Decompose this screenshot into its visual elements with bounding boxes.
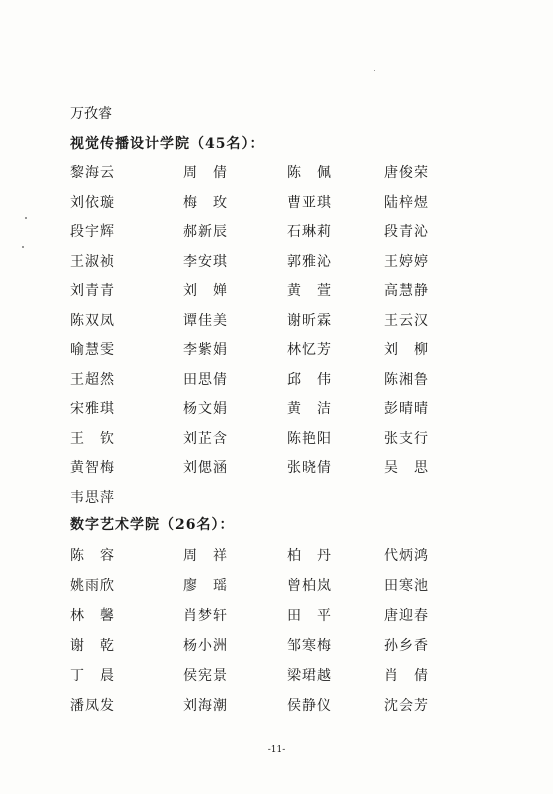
name-row	[0, 547, 553, 565]
name-row	[0, 400, 553, 418]
student-name: 林忆芳	[287, 342, 332, 358]
student-name: 田 平	[287, 608, 332, 624]
student-name: 侯宪景	[183, 668, 228, 684]
student-name: 高慧静	[384, 283, 429, 299]
name-row	[0, 164, 553, 182]
student-name: 田寒池	[384, 578, 429, 594]
name-row	[0, 430, 553, 448]
scan-speck	[22, 246, 24, 248]
student-name: 侯静仪	[287, 698, 332, 714]
student-name: 谭佳美	[183, 312, 228, 329]
student-name: 柏 丹	[287, 548, 332, 564]
name-row	[0, 253, 553, 271]
student-name: 梅 玫	[183, 194, 228, 211]
student-name: 宋雅琪	[70, 401, 115, 417]
student-name: 周 祥	[183, 548, 228, 564]
student-name: 喻慧雯	[70, 342, 115, 358]
scan-speck	[25, 217, 27, 219]
name-row	[0, 489, 553, 507]
student-name: 黄智梅	[70, 460, 115, 476]
student-name: 郝新辰	[183, 224, 228, 240]
student-name: 谢 乾	[70, 638, 115, 654]
name-row	[0, 459, 553, 477]
student-name: 黄 萱	[287, 283, 332, 299]
student-name: 张支行	[384, 430, 429, 447]
student-name: 刘芷含	[183, 430, 228, 447]
student-name: 刘海潮	[183, 698, 228, 714]
student-name: 廖 瑶	[183, 578, 228, 594]
student-name: 唐俊荣	[384, 165, 429, 181]
name-row	[0, 667, 553, 685]
name-row	[0, 312, 553, 330]
student-name: 张晓倩	[287, 460, 332, 476]
student-name: 杨文娟	[183, 401, 228, 417]
scan-speck	[374, 70, 375, 71]
student-name: 李紫娟	[183, 342, 228, 358]
student-name: 刘偲涵	[183, 460, 228, 476]
student-name: 陆梓煜	[384, 194, 429, 211]
student-name: 黎海云	[70, 165, 115, 181]
student-name: 代炳鸿	[384, 548, 429, 564]
student-name: 陈湘鲁	[384, 371, 429, 388]
student-name: 王超然	[70, 371, 115, 388]
student-name: 刘 柳	[384, 342, 429, 358]
student-name: 王婷婷	[384, 253, 429, 270]
student-name: 段青沁	[384, 224, 429, 240]
name-row	[0, 577, 553, 595]
student-name: 曾柏岚	[287, 578, 332, 594]
student-name: 王 钦	[70, 430, 115, 447]
lead-name: 万孜睿	[70, 106, 112, 122]
section-heading: 数字艺术学院（26名）：	[70, 517, 235, 533]
student-name: 周 倩	[183, 165, 228, 181]
student-name: 郭雅沁	[287, 253, 332, 270]
section-heading: 视觉传播设计学院（45名）：	[70, 136, 265, 152]
name-row	[0, 697, 553, 715]
student-name: 姚雨欣	[70, 578, 115, 594]
student-name: 沈会芳	[384, 698, 429, 714]
student-name: 邱 伟	[287, 371, 332, 388]
student-name: 彭晴晴	[384, 401, 429, 417]
name-row	[0, 341, 553, 359]
student-name: 梁珺越	[287, 668, 332, 684]
student-name: 石琳莉	[287, 224, 332, 240]
student-name: 刘 婵	[183, 283, 228, 299]
name-row	[0, 194, 553, 212]
student-name: 李安琪	[183, 253, 228, 270]
student-name: 谢昕霖	[287, 312, 332, 329]
student-name: 肖 倩	[384, 668, 429, 684]
student-name: 刘依璇	[70, 194, 115, 211]
student-name: 丁 晨	[70, 668, 115, 684]
name-row	[0, 371, 553, 389]
student-name: 黄 洁	[287, 401, 332, 417]
student-name: 陈双凤	[70, 312, 115, 329]
student-name: 韦思萍	[70, 489, 115, 506]
student-name: 孙乡香	[384, 638, 429, 654]
student-name: 邹寒梅	[287, 638, 332, 654]
student-name: 段宇辉	[70, 224, 115, 240]
student-name: 陈 容	[70, 548, 115, 564]
student-name: 杨小洲	[183, 638, 228, 654]
student-name: 王云汉	[384, 312, 429, 329]
name-row	[0, 282, 553, 300]
student-name: 唐迎春	[384, 608, 429, 624]
student-name: 吴 思	[384, 460, 429, 476]
student-name: 刘青青	[70, 283, 115, 299]
student-name: 潘凤发	[70, 698, 115, 714]
student-name: 曹亚琪	[287, 194, 332, 211]
student-name: 陈 佩	[287, 165, 332, 181]
student-name: 田思倩	[183, 371, 228, 388]
name-row	[0, 607, 553, 625]
student-name: 陈艳阳	[287, 430, 332, 447]
student-name: 林 馨	[70, 608, 115, 624]
page-number: -11-	[267, 745, 286, 755]
name-row	[0, 637, 553, 655]
name-row	[0, 223, 553, 241]
student-name: 肖梦轩	[183, 608, 228, 624]
student-name: 王淑祯	[70, 253, 115, 270]
